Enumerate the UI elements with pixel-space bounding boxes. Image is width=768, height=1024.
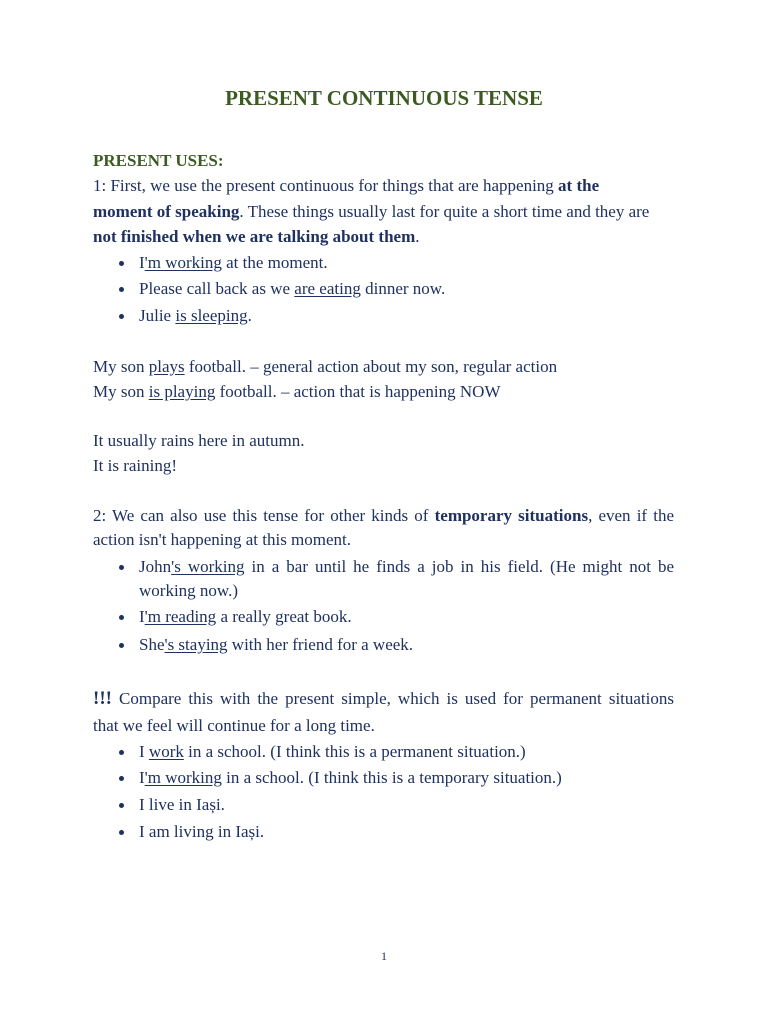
bullet-marker: [119, 776, 124, 781]
example-text: I: [139, 742, 149, 761]
section-heading: PRESENT USES:: [93, 151, 224, 170]
example-sentence: [139, 306, 674, 326]
underlined-verb: is playing: [148, 382, 216, 401]
list-item: [119, 635, 674, 655]
example-text: Please call back as we: [139, 279, 295, 298]
example-sentence: [139, 742, 674, 762]
paragraph-text: Compare this with the present simple, which is used for permanent situations: [111, 689, 674, 708]
example-text: a really great book.: [216, 607, 352, 626]
bullet-marker: [119, 615, 124, 620]
example-text: in a school. (I think this is a permanent situation.): [183, 742, 526, 761]
bullet-marker: [119, 803, 124, 808]
example-sentence: I live in Iași.: [139, 795, 225, 814]
son-example-1: [93, 357, 674, 377]
paragraph-text: , even if the: [588, 506, 674, 525]
underlined-verb: 'm working: [144, 253, 222, 272]
example-text: Julie: [139, 306, 176, 325]
example-text: in a school. (I think this is a temporary situation.): [221, 768, 562, 787]
page-number: 1: [381, 949, 387, 963]
bullet-marker: [119, 287, 124, 292]
paragraph-text: 1: First, we use the present continuous for things that are happening: [93, 176, 559, 195]
bold-phrase: not finished when we are talking about them: [93, 227, 416, 246]
list-item: [119, 557, 674, 577]
example-text: in a bar until he finds a job in his field. (He might not be: [244, 557, 674, 576]
list-item: [119, 279, 674, 299]
example-text: football. – general action about my son, regular action: [184, 357, 558, 376]
bullet-marker: [119, 750, 124, 755]
underlined-verb: 'm reading: [144, 607, 217, 626]
example-text: John: [139, 557, 172, 576]
example-text: I: [139, 768, 145, 787]
example-sentence: [139, 557, 674, 577]
paragraph-text: .: [415, 227, 420, 246]
bold-phrase: moment of speaking: [93, 202, 240, 221]
list-item: [119, 768, 674, 788]
example-sentence: [139, 607, 674, 627]
underlined-verb: work: [148, 742, 184, 761]
compare-line-2: that we feel will continue for a long time.: [93, 716, 375, 735]
bullet-marker: [119, 261, 124, 266]
rain-example-2: It is raining!: [93, 456, 178, 475]
list-item: [119, 742, 674, 762]
example-text: My son: [93, 357, 149, 376]
use1-line-3: [93, 227, 674, 247]
underlined-verb: 's working: [171, 557, 245, 576]
example-text: with her friend for a week.: [227, 635, 414, 654]
list-item: [119, 795, 674, 815]
example-text: .: [247, 306, 252, 325]
bold-phrase: at the: [558, 176, 600, 195]
paragraph-text: 2: We can also use this tense for other kinds of: [93, 506, 435, 525]
bullet-marker: [119, 314, 124, 319]
example-text: at the moment.: [221, 253, 328, 272]
example-text: My son: [93, 382, 149, 401]
example-text: I: [139, 607, 145, 626]
example-sentence: I am living in Iași.: [139, 822, 265, 841]
page-title: PRESENT CONTINUOUS TENSE: [225, 86, 543, 110]
list-item: [119, 607, 674, 627]
use1-line-2: [93, 202, 674, 222]
underlined-verb: is sleeping: [175, 306, 248, 325]
use2-line-1: [93, 506, 674, 526]
underlined-verb: 's staying: [164, 635, 228, 654]
example-text: I: [139, 253, 145, 272]
example-sentence: [139, 279, 674, 299]
rain-example-1: It usually rains here in autumn.: [93, 431, 305, 450]
attention-marker: !!!: [93, 688, 112, 709]
list-item: [119, 306, 674, 326]
example-text: dinner now.: [360, 279, 446, 298]
bullet-marker: [119, 565, 124, 570]
underlined-verb: plays: [148, 357, 185, 376]
son-example-2: [93, 382, 674, 402]
use1-line-1: [93, 176, 674, 196]
example-text: football. – action that is happening NOW: [215, 382, 501, 401]
example-text: She: [139, 635, 165, 654]
example-sentence: [139, 635, 674, 655]
list-item: [119, 253, 674, 273]
compare-line-1: [93, 689, 674, 709]
example-continuation: working now.): [139, 581, 238, 600]
bullet-marker: [119, 830, 124, 835]
bold-phrase: temporary situations: [434, 506, 589, 525]
list-item: [119, 822, 674, 842]
example-sentence: [139, 253, 674, 273]
example-sentence: [139, 768, 674, 788]
bullet-marker: [119, 643, 124, 648]
use2-line-2: action isn't happening at this moment.: [93, 530, 352, 549]
paragraph-text: . These things usually last for quite a short time and they are: [239, 202, 650, 221]
underlined-verb: 'm working: [144, 768, 222, 787]
underlined-verb: are eating: [294, 279, 361, 298]
